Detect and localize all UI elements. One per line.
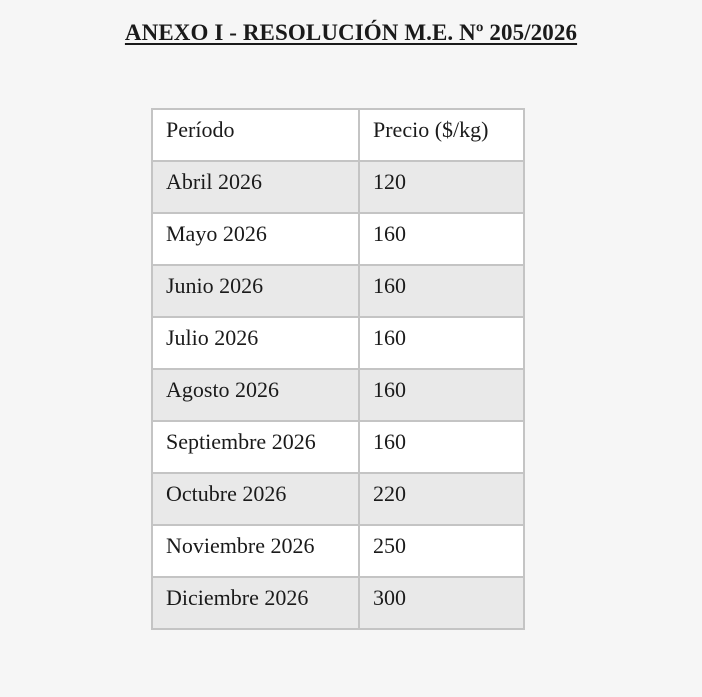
table-row (152, 369, 524, 421)
price-table (151, 108, 525, 630)
price-cell: 300 (359, 577, 524, 629)
table-row (152, 421, 524, 473)
price-cell: 160 (359, 421, 524, 473)
table-row (152, 577, 524, 629)
period-cell: Diciembre 2026 (152, 577, 359, 629)
period-cell: Abril 2026 (152, 161, 359, 213)
period-cell: Junio 2026 (152, 265, 359, 317)
price-cell: 160 (359, 317, 524, 369)
price-cell: 160 (359, 213, 524, 265)
period-cell: Agosto 2026 (152, 369, 359, 421)
table-row (152, 265, 524, 317)
table-row (152, 473, 524, 525)
table-header-row (152, 109, 524, 161)
table-row (152, 317, 524, 369)
header-price: Precio ($/kg) (359, 109, 524, 161)
period-cell: Octubre 2026 (152, 473, 359, 525)
document-title: ANEXO I - RESOLUCIÓN M.E. Nº 205/2026 (124, 20, 578, 45)
table-row (152, 213, 524, 265)
period-cell: Mayo 2026 (152, 213, 359, 265)
price-cell: 250 (359, 525, 524, 577)
price-cell: 120 (359, 161, 524, 213)
price-cell: 160 (359, 369, 524, 421)
price-cell: 160 (359, 265, 524, 317)
price-cell: 220 (359, 473, 524, 525)
table-row (152, 161, 524, 213)
header-period: Período (152, 109, 359, 161)
period-cell: Septiembre 2026 (152, 421, 359, 473)
table-row (152, 525, 524, 577)
period-cell: Noviembre 2026 (152, 525, 359, 577)
period-cell: Julio 2026 (152, 317, 359, 369)
